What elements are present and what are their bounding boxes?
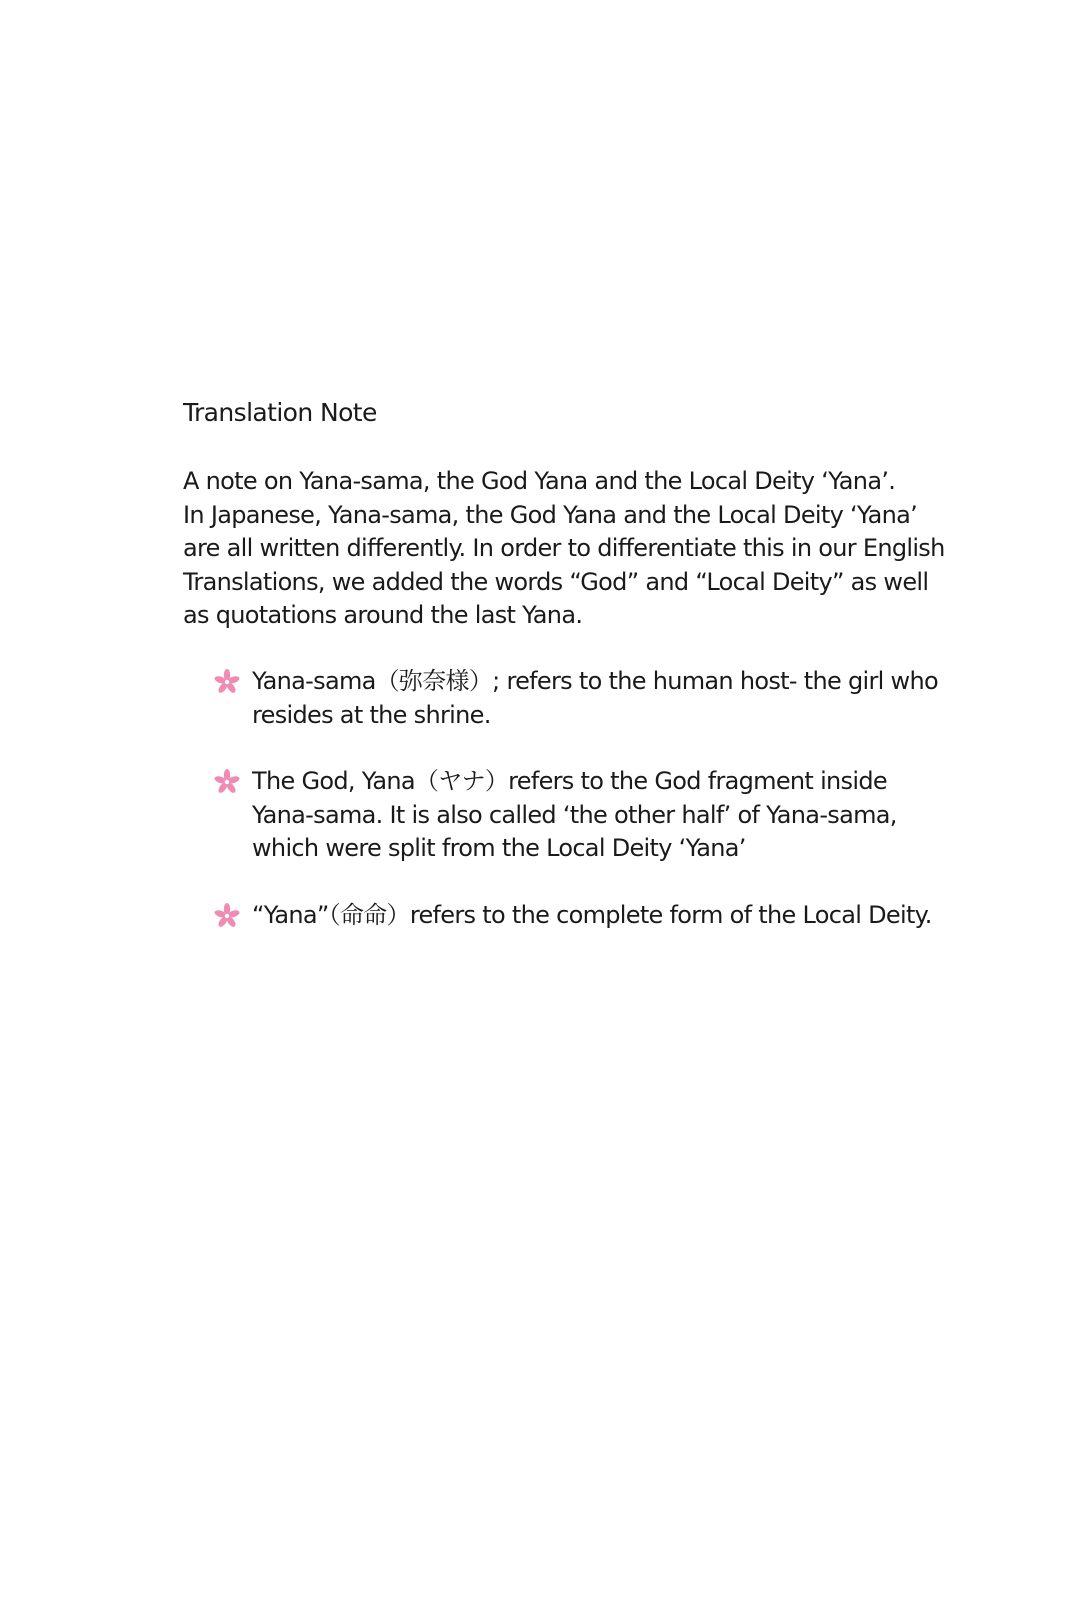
bullet-god-yana [214, 765, 914, 866]
intro-paragraph [183, 465, 945, 633]
flower-icon [214, 669, 240, 695]
bullet-line: The God, Yana（ヤナ）refers to the God fragment inside [252, 767, 887, 795]
bullet-line: “Yana”（命命）refers to the complete form of the Local Deity. [252, 900, 932, 929]
flower-icon [214, 903, 240, 929]
flower-icon [214, 769, 240, 795]
bullet-line: which were split from the Local Deity ‘Yana’ [252, 834, 746, 862]
bullet-line: resides at the shrine. [252, 700, 491, 729]
bullet-line: Yana-sama（弥奈様）; refers to the human host- the girl who [252, 667, 938, 695]
intro-line: Translations, we added the words “God” and “Local Deity” as well [183, 567, 929, 596]
bullet-list [214, 665, 938, 965]
bullet-line: Yana-sama. It is also called ‘the other half’ of Yana-sama, [252, 800, 897, 829]
intro-line: as quotations around the last Yana. [183, 601, 583, 629]
bullet-local-deity [214, 899, 932, 933]
page-title: Translation Note [183, 398, 377, 427]
intro-line: are all written differently. In order to differentiate this in our English [183, 534, 945, 562]
intro-line: In Japanese, Yana-sama, the God Yana and the Local Deity ‘Yana’ [183, 500, 918, 529]
bullet-yana-sama [214, 665, 938, 732]
intro-line: A note on Yana-sama, the God Yana and the Local Deity ‘Yana’. [183, 467, 896, 495]
